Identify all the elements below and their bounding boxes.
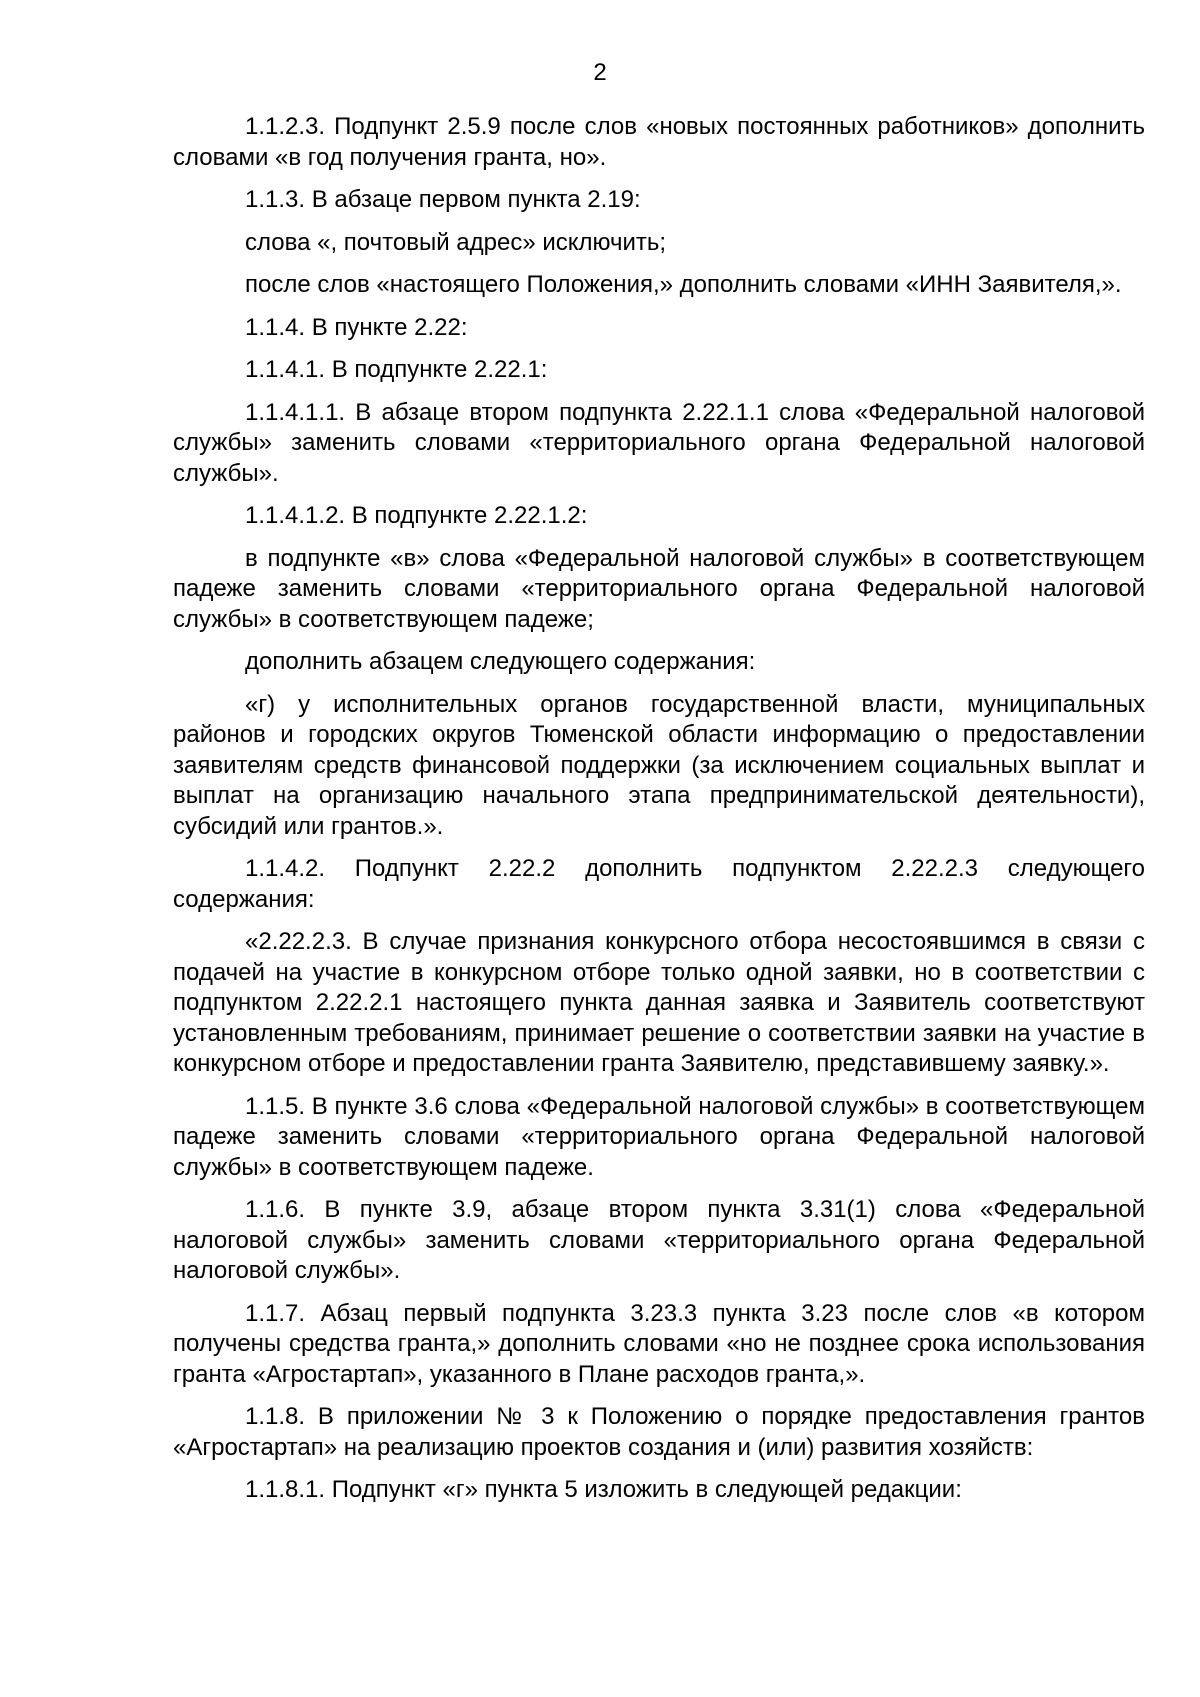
paragraph-1-1-8-1: 1.1.8.1. Подпункт «г» пункта 5 изложить в следующей редакции: xyxy=(245,1476,962,1503)
paragraph-1-1-8: 1.1.8. В приложении № 3 к Положению о порядке предоставления грантов «Агростартап» на реализацию проектов создания и (или) развития хозяйств: xyxy=(173,1403,1145,1461)
paragraph-remove-postal-address: слова «, почтовый адрес» исключить; xyxy=(245,228,667,256)
page-number: 2 xyxy=(593,59,607,86)
paragraph-1-1-4-1-1: 1.1.4.1.1. В абзаце втором подпункта 2.22.1.1 слова «Федеральной налоговой службы» заменить словами «территориального органа Федеральной налоговой службы». xyxy=(173,398,1145,487)
paragraph-add-paragraph: дополнить абзацем следующего содержания: xyxy=(245,648,756,675)
document-body xyxy=(173,112,1145,1518)
paragraph-1-1-3: 1.1.3. В абзаце первом пункта 2.19: xyxy=(245,186,641,213)
paragraph-2-22-2-3: «2.22.2.3. В случае признания конкурсного отбора несостоявшимся в связи с подачей на участие в конкурсном отборе только одной заявки, но в соответствии с подпунктом 2.22.2.1 настоящего пункта данная заявка и Заявитель соответствуют установленным требованиям, принимает решение о соответствии заявки на участие в конкурсном отборе и предоставлении гранта Заявителю, представившему заявку.». xyxy=(173,928,1145,1077)
paragraph-1-1-2-3: 1.1.2.3. Подпункт 2.5.9 после слов «новых постоянных работников» дополнить словами «в год получения гранта, но». xyxy=(173,113,1145,171)
paragraph-1-1-4: 1.1.4. В пункте 2.22: xyxy=(245,313,468,341)
paragraph-1-1-4-2: 1.1.4.2. Подпункт 2.22.2 дополнить подпунктом 2.22.2.3 следующего содержания: xyxy=(173,855,1145,913)
paragraph-subpoint-g: «г) у исполнительных органов государственной власти, муниципальных районов и городских округов Тюменской области информацию о предоставлении заявителям средств финансовой поддержки (за исключением социальных выплат и выплат на организацию начального этапа предпринимательской деятельности), субсидий или грантов.». xyxy=(173,690,1145,840)
paragraph-1-1-7: 1.1.7. Абзац первый подпункта 3.23.3 пункта 3.23 после слов «в котором получены средства гранта,» дополнить словами «но не позднее срока использования гранта «Агростартап», указанного в Плане расходов гранта,». xyxy=(173,1299,1145,1388)
paragraph-subpoint-v: в подпункте «в» слова «Федеральной налоговой службы» в соответствующем падеже заменить словами «территориального органа Федеральной налоговой службы» в соответствующем падеже; xyxy=(173,544,1145,633)
paragraph-add-inn: после слов «настоящего Положения,» дополнить словами «ИНН Заявителя,». xyxy=(245,271,1122,298)
paragraph-1-1-4-1-2: 1.1.4.1.2. В подпункте 2.22.1.2: xyxy=(245,502,588,529)
paragraph-1-1-6: 1.1.6. В пункте 3.9, абзаце втором пункта 3.31(1) слова «Федеральной налоговой службы» заменить словами «территориального органа Федеральной налоговой службы». xyxy=(173,1196,1145,1284)
paragraph-1-1-5: 1.1.5. В пункте 3.6 слова «Федеральной налоговой службы» в соответствующем падеже заменить словами «территориального органа Федеральной налоговой службы» в соответствующем падеже. xyxy=(173,1092,1145,1181)
paragraph-1-1-4-1: 1.1.4.1. В подпункте 2.22.1: xyxy=(245,356,548,383)
